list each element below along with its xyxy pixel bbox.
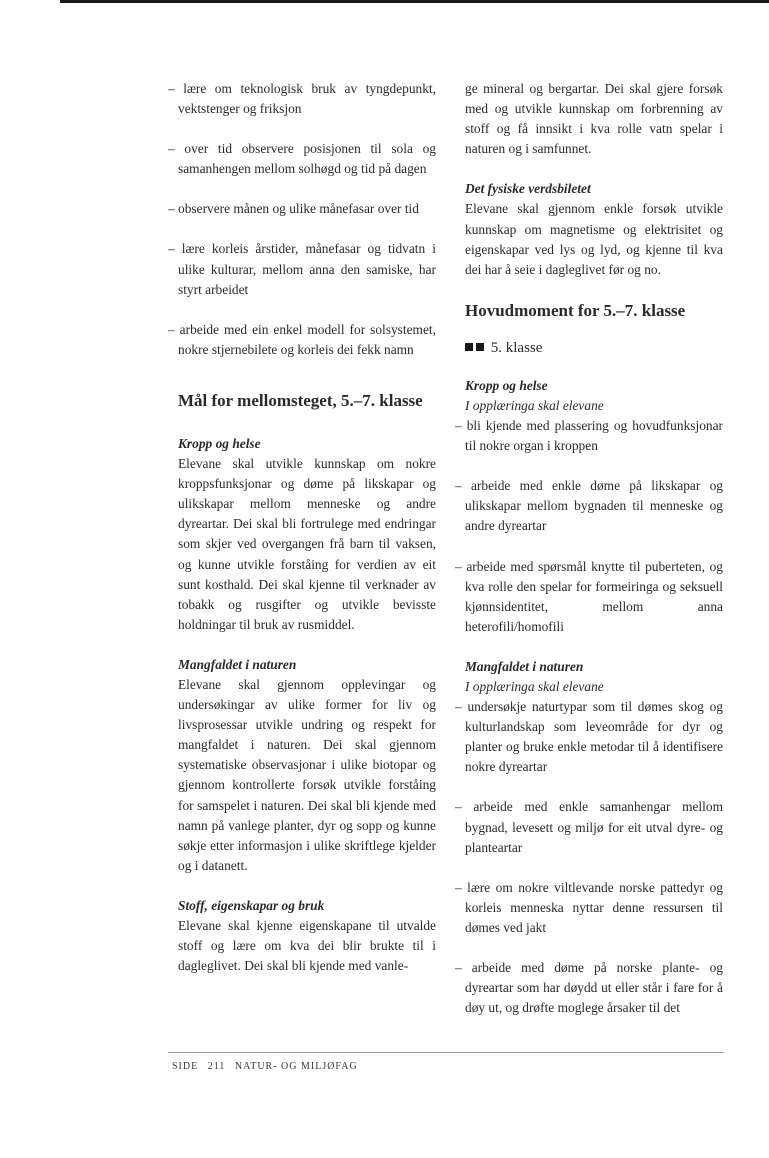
list-item: – arbeide med døme på norske plante- og dyreartar som har døydd ut eller står i fare for å døy ut, og drøfte moglege årsaker til det [455,960,723,1016]
paragraph-mangfald: Elevane skal gjennom opplevingar og undersøkingar av ulike former for liv og livsprosessar utvikle undring og respekt for mangfaldet i naturen. Dei skal gjennom systematiske observasjonar i ulike biotopar og gjennom kontrollerte forsøk utvikle forståing for samspelet i naturen. Dei skal bli kjende med namn på vanlege planter, dyr og sopp og kunne søkje etter informasjon i ulike skriftlege kjelder og i datanett. [178,676,436,873]
subheading-kropp: Kropp og helse [178,435,261,451]
list-item: – lære korleis årstider, månefasar og tidvatn i ulike kulturar, mellom anna den samiske, har styrt arbeidet [168,241,436,297]
top-rule [60,0,769,3]
subheading-mangfald-right: Mangfaldet i naturen [465,658,584,674]
footer-side-label: SIDE [172,1061,199,1072]
list-item: – undersøkje naturtypar som til dømes skog og kulturlandskap som leveområde for dyr og planter og bruke enkle metodar til å identifisere nokre dyreartar [455,699,723,775]
footer-page-number: 211 [207,1061,226,1072]
left-column [168,79,436,976]
right-column [455,79,723,1018]
list-item: – lære om teknologisk bruk av tyngdepunkt, vektstenger og friksjon [168,81,436,117]
section-heading-hovud: Hovudmoment for 5.–7. klasse [465,300,686,320]
left-bullet-list [168,79,436,360]
paragraph-continuation: ge mineral og bergartar. Dei skal gjere forsøk med og utvikle kunnskap om forbrenning av stoff og få innsikt i kva rolle vatn spelar i naturen og i samfunnet. [465,81,723,157]
intro-mangfald-right: I opplæringa skal elevane [465,678,604,694]
grade-heading [455,338,723,358]
list-item: – lære om nokre viltlevande norske pattedyr og korleis menneska nyttar denne ressursen til dømes ved jakt [455,879,723,935]
grade-label: 5. klasse [490,339,543,356]
square-bullet-icon [476,343,484,351]
subheading-mangfald: Mangfaldet i naturen [178,656,297,672]
list-item: – bli kjende med plassering og hovudfunksjonar til nokre organ i kroppen [455,418,723,454]
kropp-bullet-list [455,416,723,637]
paragraph-fysiske: Elevane skal gjennom enkle forsøk utvikle kunnskap om magnetisme og elektrisitet og eigenskapar ved lys og lyd, og kjenne til kva dei har å seie i dagleglivet før og no. [465,201,723,277]
page-footer [172,1061,364,1072]
mangfald-bullet-list [455,697,723,1018]
list-item: – arbeide med ein enkel modell for solsystemet, nokre stjernebilete og korleis dei fekk namn [168,321,436,357]
subheading-kropp-right: Kropp og helse [465,377,548,393]
square-bullet-icon [465,343,473,351]
intro-kropp-right: I opplæringa skal elevane [465,397,604,413]
list-item: – arbeide med enkle samanhengar mellom bygnad, levesett og miljø for eit utval dyre- og planteartar [455,799,723,855]
list-item: – arbeide med enkle døme på likskapar og ulikskapar mellom bygnaden til menneske og andre dyreartar [455,478,723,534]
subheading-fysiske: Det fysiske verdsbiletet [465,181,591,197]
subheading-stoff: Stoff, eigenskapar og bruk [178,897,325,913]
list-item: – over tid observere posisjonen til sola og samanhengen mellom solhøgd og tid på dagen [168,141,436,177]
list-item: – arbeide med spørsmål knytte til puberteten, og kva rolle den spelar for formeiringa og seksuell kjønnsidentitet, mellom anna heterofili/homofili [455,558,723,634]
paragraph-kropp: Elevane skal utvikle kunnskap om nokre kroppsfunksjonar og døme på likskapar og ulikskapar mellom menneske og andre dyreartar. Dei skal bli fortrulege med endringar som skjer ved overgangen frå barn til vaksen, og kunne utvikle forståing for verdien av eit sunt kosthald. Dei skal kjenne til verknader av tobakk og rusgifter og utvikle bevisste holdningar til bruk av rusmiddel. [178,456,436,632]
section-heading-maal: Mål for mellomsteget, 5.–7. klasse [178,390,423,410]
footer-rule [168,1052,724,1053]
paragraph-stoff: Elevane skal kjenne eigenskapane til utvalde stoff og lære om kva dei blir brukte til i dagleglivet. Dei skal bli kjende med vanle- [178,918,436,974]
footer-subject: NATUR- OG MILJØFAG [234,1061,358,1072]
list-item: – observere månen og ulike månefasar over tid [168,201,419,217]
